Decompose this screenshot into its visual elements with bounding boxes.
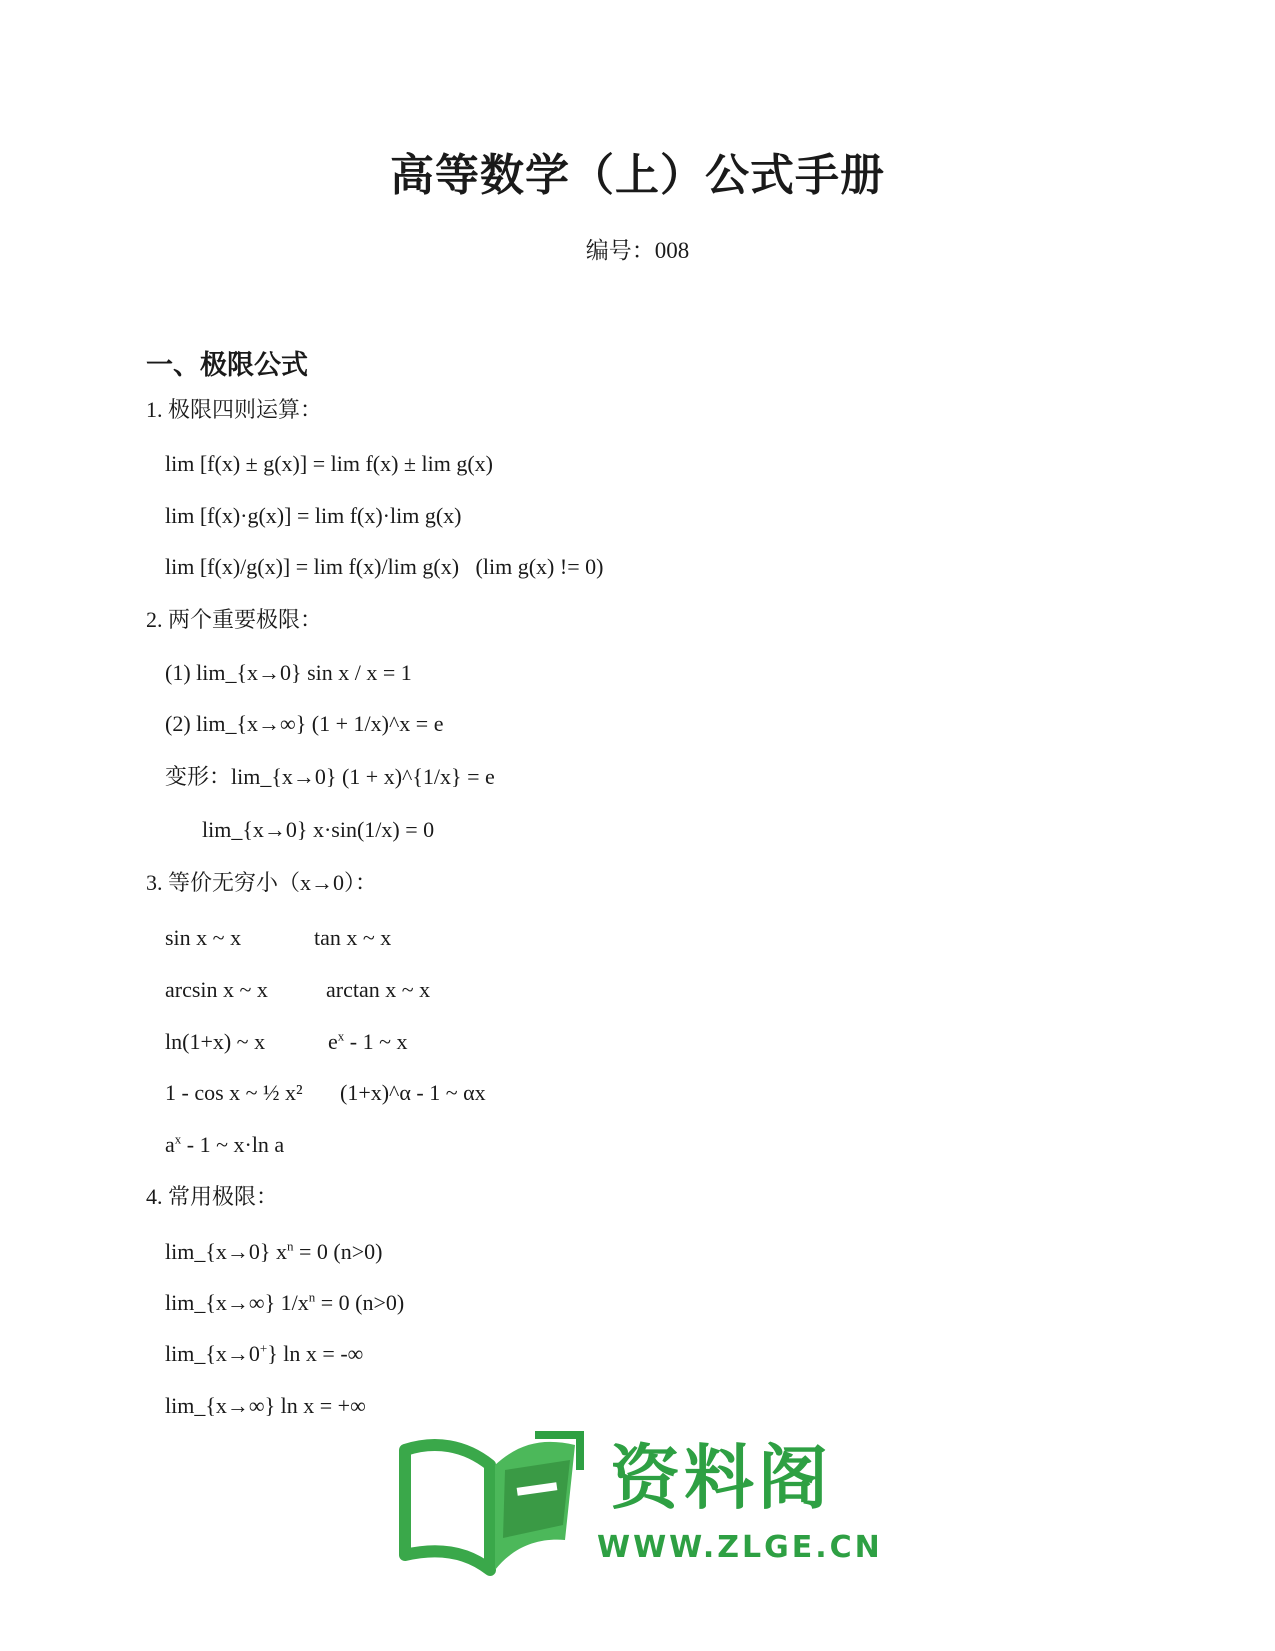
- document-title: 高等数学（上）公式手册: [390, 151, 885, 200]
- watermark-text: 资料阁: [610, 1437, 832, 1519]
- item-heading: 3. 等价无穷小（x→0）：: [146, 870, 378, 895]
- formula-line: lim [f(x)/g(x)] = lim f(x)/lim g(x) (lim g(x) != 0): [165, 554, 604, 579]
- equivalence-left: 1 - cos x ~ ½ x²: [165, 1080, 303, 1105]
- equivalence-left: sin x ~ x: [165, 925, 242, 950]
- formula-line: (2) lim_{x→∞} (1 + 1/x)^x = e: [165, 711, 444, 736]
- watermark: [395, 1430, 883, 1580]
- equivalence-left: arcsin x ~ x: [165, 977, 268, 1002]
- formula-line: lim [f(x)·g(x)] = lim f(x)·lim g(x): [165, 503, 462, 528]
- equivalence-right: $e^x - 1$ ~ x: [328, 1028, 408, 1054]
- section-heading: 一、极限公式: [146, 350, 308, 380]
- formula-line: lim_{x→0+} ln x = -∞: [165, 1340, 364, 1366]
- document-number: 编号：008: [585, 238, 690, 263]
- formula-line: lim_{x→∞} ln x = +∞: [165, 1393, 366, 1418]
- formula-line: lim_{x→∞} $1/x^n = 0$ (n>0): [165, 1289, 405, 1315]
- item-heading: 2. 两个重要极限：: [146, 607, 323, 632]
- watermark-url: WWW.ZLGE.CN: [597, 1530, 883, 1565]
- item-heading: 1. 极限四则运算：: [146, 397, 323, 422]
- book-logo-icon: [395, 1430, 595, 1580]
- item-heading: 4. 常用极限：: [146, 1184, 279, 1209]
- formula-line: (1) lim_{x→0} sin x / x = 1: [165, 660, 412, 685]
- equivalence-left: ln(1+x) ~ x: [165, 1029, 266, 1054]
- formula-line: lim [f(x) ± g(x)] = lim f(x) ± lim g(x): [165, 451, 493, 476]
- equivalence-right: tan x ~ x: [314, 925, 392, 950]
- equivalence-left: $a^x - 1$ ~ x·ln a: [165, 1131, 285, 1157]
- equivalence-right: arctan x ~ x: [326, 977, 431, 1002]
- formula-line: lim_{x→0} $x^n = 0$ (n>0): [165, 1238, 383, 1264]
- formula-line: 变形：lim_{x→0} (1 + x)^{1/x} = e: [165, 764, 495, 789]
- formula-line: lim_{x→0} x·sin(1/x) = 0: [202, 817, 435, 842]
- equivalence-right: (1+x)^α - 1 ~ αx: [340, 1080, 486, 1105]
